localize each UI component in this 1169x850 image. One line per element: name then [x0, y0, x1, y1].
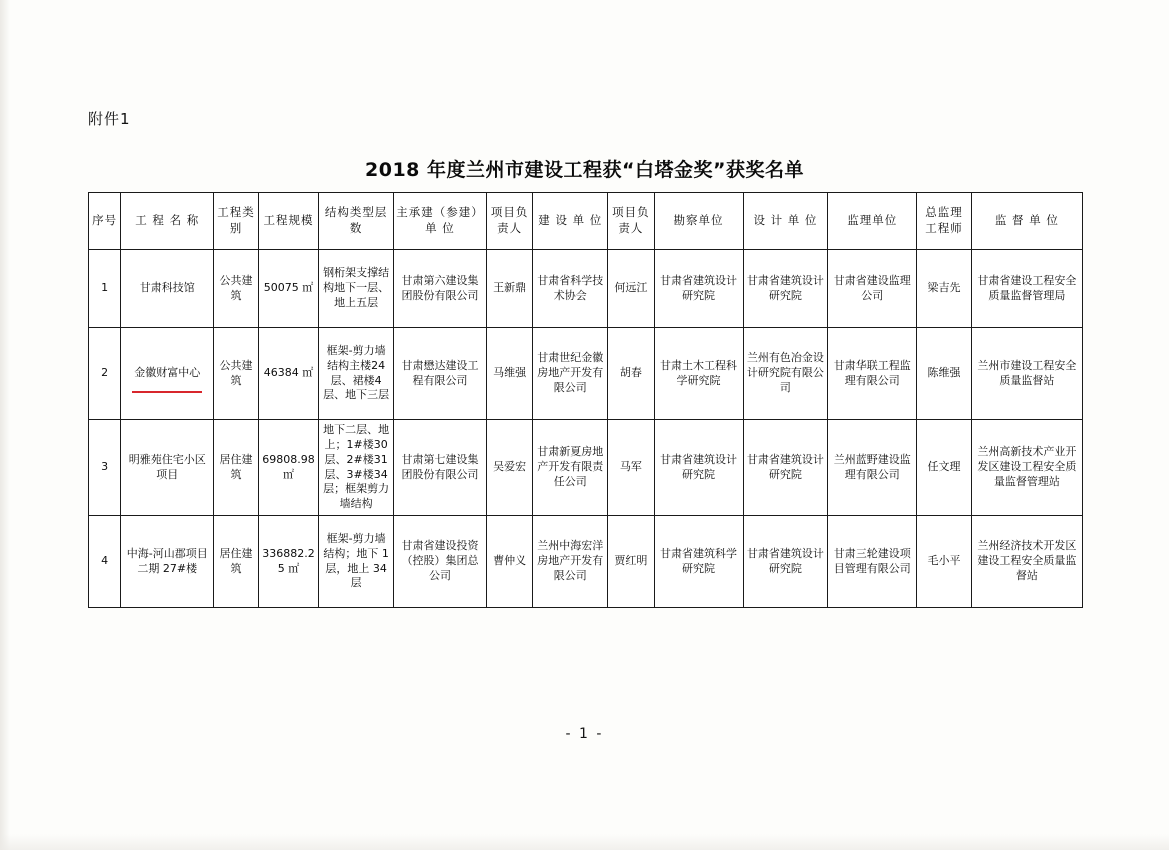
cell-supervision-unit: 甘肃省建设监理公司 — [828, 250, 917, 328]
attachment-label: 附件1 — [88, 110, 131, 128]
column-header-owner: 建 设 单 位 — [533, 193, 608, 250]
cell-supervision-unit: 甘肃三轮建设项目管理有限公司 — [828, 516, 917, 608]
column-header-survey-unit: 勘察单位 — [654, 193, 743, 250]
cell-design-unit: 甘肃省建筑设计研究院 — [743, 516, 828, 608]
cell-owner: 甘肃世纪金徽房地产开发有限公司 — [533, 328, 608, 420]
column-header-owner-manager: 项目负责人 — [608, 193, 654, 250]
column-header-contractor: 主承建（参建）单 位 — [394, 193, 487, 250]
column-header-regulator: 监 督 单 位 — [971, 193, 1082, 250]
cell-no: 3 — [89, 420, 121, 516]
cell-project-name: 甘肃科技馆 — [121, 250, 214, 328]
page-number: - 1 - — [565, 726, 604, 742]
cell-design-unit: 兰州有色冶金设计研究院有限公司 — [743, 328, 828, 420]
table-row — [89, 328, 1083, 420]
table-row — [89, 250, 1083, 328]
column-header-design-unit: 设 计 单 位 — [743, 193, 828, 250]
cell-category: 居住建筑 — [214, 516, 258, 608]
cell-chief-supervisor: 梁吉先 — [917, 250, 972, 328]
cell-contractor: 甘肃省建设投资（控股）集团总公司 — [394, 516, 487, 608]
cell-contractor-manager: 王新鼎 — [486, 250, 532, 328]
cell-project-name: 明雅苑住宅小区项目 — [121, 420, 214, 516]
cell-contractor-manager: 曹仲义 — [486, 516, 532, 608]
scan-edge-left — [0, 0, 10, 850]
cell-structure: 地下二层、地上；1#楼30 层、2#楼31 层、3#楼34 层；框架剪力墙结构 — [319, 420, 394, 516]
cell-structure: 框架-剪力墙结构主楼24 层、裙楼4 层、地下三层 — [319, 328, 394, 420]
cell-chief-supervisor: 毛小平 — [917, 516, 972, 608]
cell-project-name — [121, 328, 214, 420]
cell-no: 2 — [89, 328, 121, 420]
column-header-project-name: 工 程 名 称 — [121, 193, 214, 250]
award-list-table — [88, 192, 1083, 608]
column-header-scale: 工程规模 — [258, 193, 319, 250]
cell-contractor: 甘肃第六建设集团股份有限公司 — [394, 250, 487, 328]
cell-regulator: 兰州高新技术产业开发区建设工程安全质量监督管理站 — [971, 420, 1082, 516]
cell-regulator: 甘肃省建设工程安全质量监督管理局 — [971, 250, 1082, 328]
cell-owner-manager: 胡春 — [608, 328, 654, 420]
table-header-row — [89, 193, 1083, 250]
scan-edge-bottom — [0, 834, 1169, 850]
cell-scale: 46384 ㎡ — [258, 328, 319, 420]
cell-scale: 336882.25 ㎡ — [258, 516, 319, 608]
cell-contractor: 甘肃第七建设集团股份有限公司 — [394, 420, 487, 516]
cell-project-name: 中海-河山郡项目二期 27#楼 — [121, 516, 214, 608]
cell-regulator: 兰州市建设工程安全质量监督站 — [971, 328, 1082, 420]
cell-owner-manager: 何远江 — [608, 250, 654, 328]
cell-owner: 兰州中海宏洋房地产开发有限公司 — [533, 516, 608, 608]
cell-owner: 甘肃省科学技术协会 — [533, 250, 608, 328]
cell-contractor-manager: 马维强 — [486, 328, 532, 420]
cell-project-name-highlight: 金徽财富中心 — [134, 366, 201, 380]
cell-no: 4 — [89, 516, 121, 608]
column-header-contractor-manager: 项目负责人 — [486, 193, 532, 250]
cell-design-unit: 甘肃省建筑设计研究院 — [743, 250, 828, 328]
cell-supervision-unit: 兰州蓝野建设监理有限公司 — [828, 420, 917, 516]
cell-chief-supervisor: 任文理 — [917, 420, 972, 516]
column-header-structure: 结构类型层 数 — [319, 193, 394, 250]
page-title: 2018 年度兰州市建设工程获“白塔金奖”获奖名单 — [365, 159, 804, 181]
cell-scale: 69808.98 ㎡ — [258, 420, 319, 516]
cell-owner: 甘肃新夏房地产开发有限责任公司 — [533, 420, 608, 516]
cell-category: 公共建筑 — [214, 328, 258, 420]
cell-survey-unit: 甘肃省建筑设计研究院 — [654, 420, 743, 516]
cell-category: 公共建筑 — [214, 250, 258, 328]
table-row — [89, 420, 1083, 516]
cell-owner-manager: 贾红明 — [608, 516, 654, 608]
cell-structure: 框架-剪力墙结构；地下 1 层，地上 34 层 — [319, 516, 394, 608]
cell-chief-supervisor: 陈维强 — [917, 328, 972, 420]
cell-design-unit: 甘肃省建筑设计研究院 — [743, 420, 828, 516]
cell-contractor-manager: 吴爱宏 — [486, 420, 532, 516]
cell-survey-unit: 甘肃土木工程科学研究院 — [654, 328, 743, 420]
cell-owner-manager: 马军 — [608, 420, 654, 516]
cell-structure: 钢桁架支撑结构地下一层、地上五层 — [319, 250, 394, 328]
column-header-chief-supervisor: 总监理工程师 — [917, 193, 972, 250]
column-header-category: 工程类别 — [214, 193, 258, 250]
cell-supervision-unit: 甘肃华联工程监理有限公司 — [828, 328, 917, 420]
cell-contractor: 甘肃懋达建设工程有限公司 — [394, 328, 487, 420]
cell-regulator: 兰州经济技术开发区建设工程安全质量监督站 — [971, 516, 1082, 608]
cell-survey-unit: 甘肃省建筑科学研究院 — [654, 516, 743, 608]
cell-scale: 50075 ㎡ — [258, 250, 319, 328]
cell-no: 1 — [89, 250, 121, 328]
column-header-no: 序号 — [89, 193, 121, 250]
cell-survey-unit: 甘肃省建筑设计研究院 — [654, 250, 743, 328]
table-row — [89, 516, 1083, 608]
column-header-supervision-unit: 监理单位 — [828, 193, 917, 250]
cell-category: 居住建筑 — [214, 420, 258, 516]
